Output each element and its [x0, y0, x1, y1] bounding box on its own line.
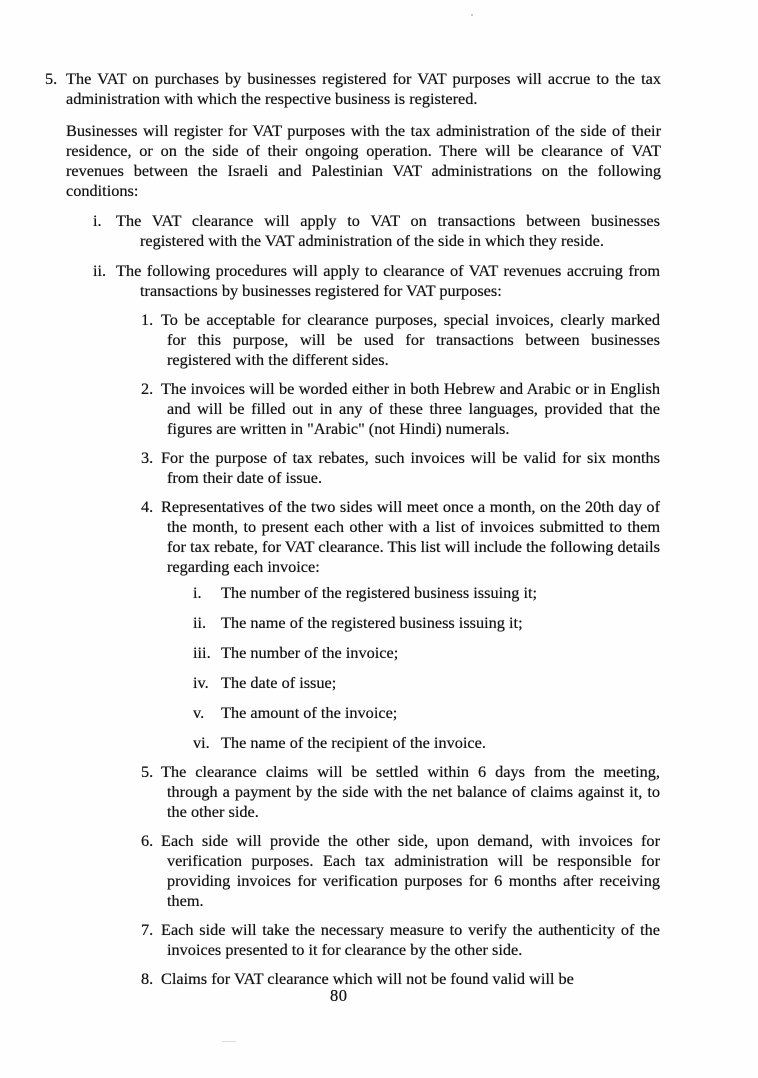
- invoice-detail-i-number: i.: [193, 583, 202, 602]
- procedure-8-text: Claims for VAT clearance which will not be found valid will be: [161, 969, 574, 988]
- invoice-detail-iii-number: iii.: [193, 643, 211, 662]
- procedure-1: [141, 310, 660, 370]
- procedure-1-number: 1.: [141, 310, 154, 329]
- invoice-detail-i-text: The number of the registered business issuing it;: [221, 583, 538, 602]
- invoice-detail-ii-number: ii.: [193, 613, 207, 632]
- invoice-detail-iv-number: iv.: [193, 673, 209, 692]
- clause-5-number: 5.: [45, 69, 58, 88]
- page-number: 80: [330, 986, 348, 1005]
- invoice-detail-iv: [193, 673, 661, 693]
- scan-speck: [471, 14, 473, 16]
- procedure-5-number: 5.: [141, 762, 154, 781]
- clause-5: [45, 69, 661, 201]
- procedure-5: [141, 762, 660, 822]
- procedure-3-text: For the purpose of tax rebates, such invoices will be valid for six months from their date of issue.: [161, 448, 660, 487]
- procedure-3-number: 3.: [141, 448, 154, 467]
- procedure-6-number: 6.: [141, 831, 154, 850]
- procedure-7-text: Each side will take the necessary measure to verify the authenticity of the invoices presented to it for clearance by the other side.: [161, 920, 660, 959]
- procedure-8-number: 8.: [141, 969, 154, 988]
- condition-ii-text: The following procedures will apply to clearance of VAT revenues accruing from transactions by businesses registered for VAT purposes:: [116, 261, 660, 300]
- procedure-4: [141, 497, 660, 577]
- procedure-6: [141, 831, 660, 911]
- document-body: [0, 69, 758, 989]
- condition-i-number: i.: [93, 211, 102, 230]
- invoice-detail-i: [193, 583, 661, 603]
- invoice-detail-ii-text: The name of the registered business issuing it;: [221, 613, 523, 632]
- invoice-detail-iii-text: The number of the invoice;: [221, 643, 399, 662]
- scan-smudge: [222, 1041, 236, 1042]
- invoice-detail-iv-text: The date of issue;: [221, 673, 337, 692]
- invoice-detail-v-text: The amount of the invoice;: [221, 703, 398, 722]
- procedure-6-text: Each side will provide the other side, upon demand, with invoices for verification purposes. Each tax administration will be responsible for providing invoices for verification purposes for 6 months after receiving them.: [161, 831, 660, 910]
- procedure-7: [141, 920, 660, 960]
- procedure-2-number: 2.: [141, 379, 154, 398]
- invoice-detail-v-number: v.: [193, 703, 205, 722]
- invoice-detail-iii: [193, 643, 661, 663]
- procedure-5-text: The clearance claims will be settled within 6 days from the meeting, through a payment by the side with the net balance of claims against it, to the other side.: [161, 762, 660, 821]
- condition-i-text: The VAT clearance will apply to VAT on transactions between businesses registered with the VAT administration of the side in which they reside.: [116, 211, 660, 250]
- condition-i: [93, 211, 660, 251]
- invoice-detail-vi: [193, 733, 661, 753]
- procedure-3: [141, 448, 660, 488]
- condition-ii-number: ii.: [93, 261, 107, 280]
- procedure-8: [141, 969, 660, 989]
- procedure-7-number: 7.: [141, 920, 154, 939]
- invoice-detail-ii: [193, 613, 661, 633]
- procedure-1-text: To be acceptable for clearance purposes, special invoices, clearly marked for this purpose, will be used for transactions between businesses registered with the different sides.: [161, 310, 660, 369]
- procedure-2-text: The invoices will be worded either in both Hebrew and Arabic or in English and will be filled out in any of these three languages, provided that the figures are written in "Arabic" (not Hindi) numerals.: [161, 379, 660, 438]
- procedure-4-text: Representatives of the two sides will meet once a month, on the 20th day of the month, to present each other with a list of invoices submitted to them for tax rebate, for VAT clearance. This list will include the following details regarding each invoice:: [161, 497, 660, 576]
- clause-5-paragraph-registration: Businesses will register for VAT purposes with the tax administration of the side of their residence, or on the side of their ongoing operation. There will be clearance of VAT revenues between the Israeli and Palestinian VAT administrations on the following conditions:: [66, 121, 661, 200]
- clause-5-paragraph-accrual: The VAT on purchases by businesses registered for VAT purposes will accrue to the tax administration with which the respective business is registered.: [66, 69, 661, 108]
- procedure-4-number: 4.: [141, 497, 154, 516]
- invoice-detail-vi-text: The name of the recipient of the invoice.: [221, 733, 486, 752]
- invoice-detail-v: [193, 703, 661, 723]
- condition-ii: [93, 261, 660, 301]
- procedure-2: [141, 379, 660, 439]
- invoice-detail-vi-number: vi.: [193, 733, 210, 752]
